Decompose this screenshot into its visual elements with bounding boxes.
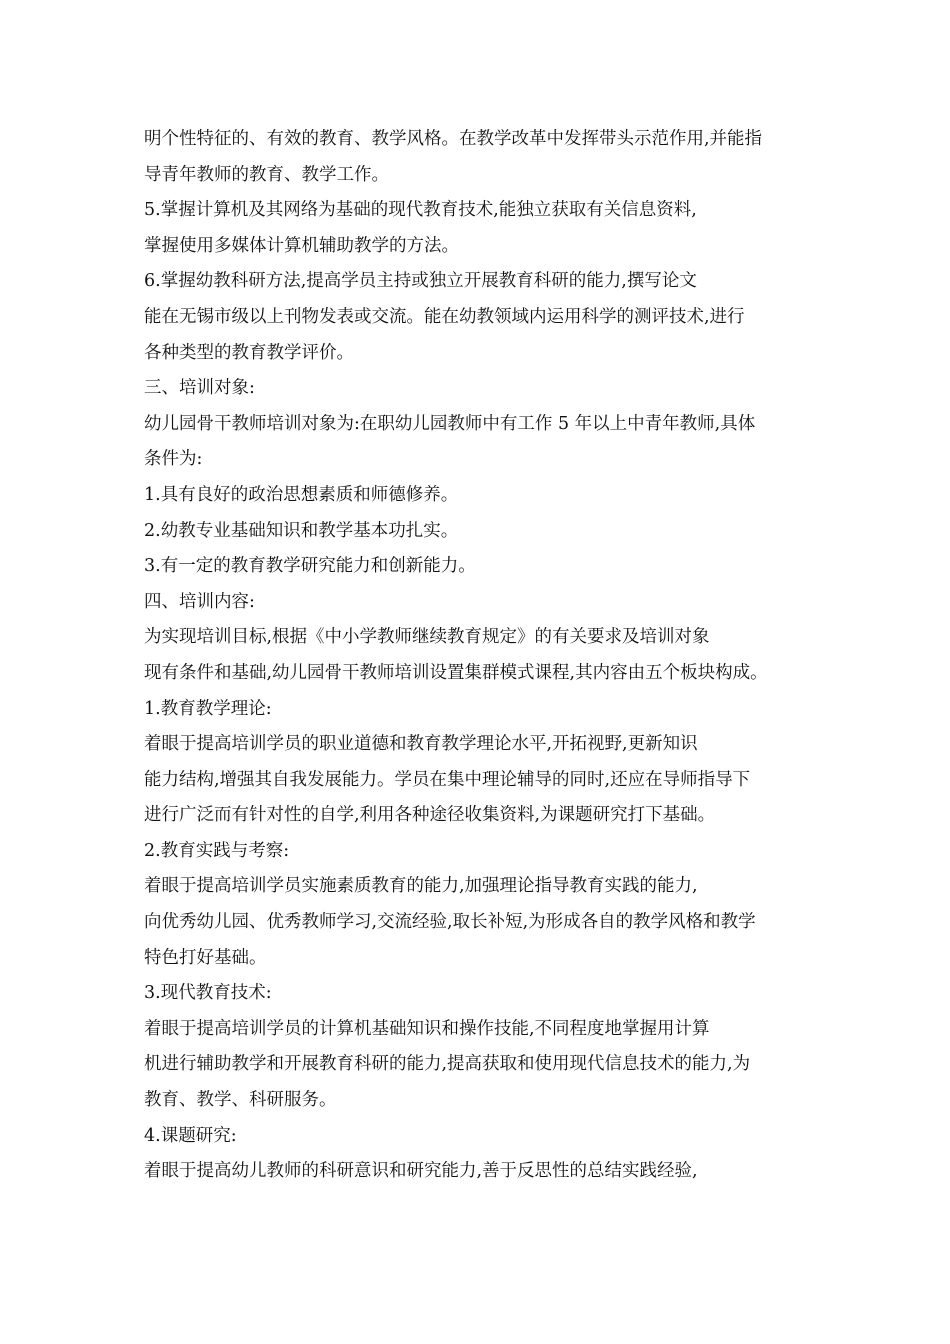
subsection-heading: 2.教育实践与考察: (144, 840, 290, 861)
text-line: 6.掌握幼教科研方法,提高学员主持或独立开展教育科研的能力,撰写论文 (144, 271, 697, 292)
subsection-heading: 1.教育教学理论: (144, 698, 272, 719)
text-line: 能力结构,增强其自我发展能力。学员在集中理论辅导的同时,还应在导师指导下 (144, 769, 751, 790)
text-line: 为实现培训目标,根据《中小学教师继续教育规定》的有关要求及培训对象 (144, 627, 710, 648)
text-line: 导青年教师的教育、教学工作。 (144, 164, 389, 185)
text-line: 5.掌握计算机及其网络为基础的现代教育技术,能独立获取有关信息资料, (144, 200, 697, 221)
subsection-heading: 4.课题研究: (144, 1125, 237, 1146)
document-body (144, 122, 824, 1190)
subsection-heading: 3.现代教育技术: (144, 983, 272, 1004)
text-line: 特色打好基础。 (144, 947, 267, 968)
list-item: 1.具有良好的政治思想素质和师德修养。 (144, 484, 459, 505)
text-line: 机进行辅助教学和开展教育科研的能力,提高获取和使用现代信息技术的能力,为 (144, 1054, 751, 1075)
list-item: 2.幼教专业基础知识和教学基本功扎实。 (144, 520, 459, 541)
text-line: 着眼于提高培训学员实施素质教育的能力,加强理论指导教育实践的能力, (144, 876, 698, 897)
list-item: 3.有一定的教育教学研究能力和创新能力。 (144, 556, 476, 577)
text-line: 各种类型的教育教学评价。 (144, 342, 354, 363)
text-line: 教育、教学、科研服务。 (144, 1090, 337, 1111)
text-line: 进行广泛而有针对性的自学,利用各种途径收集资料,为课题研究打下基础。 (144, 805, 716, 826)
text-line: 着眼于提高幼儿教师的科研意识和研究能力,善于反思性的总结实践经验, (144, 1161, 698, 1182)
text-line: 能在无锡市级以上刊物发表或交流。能在幼教领域内运用科学的测评技术,进行 (144, 306, 745, 327)
text-line: 向优秀幼儿园、优秀教师学习,交流经验,取长补短,为形成各自的教学风格和教学 (144, 912, 756, 933)
text-line: 明个性特征的、有效的教育、教学风格。在教学改革中发挥带头示范作用,并能指 (144, 129, 763, 149)
text-line: 条件为: (144, 449, 203, 470)
text-line: 现有条件和基础,幼儿园骨干教师培训设置集群模式课程,其内容由五个板块构成。 (144, 662, 768, 683)
text-line: 幼儿园骨干教师培训对象为:在职幼儿园教师中有工作 5 年以上中青年教师,具体 (144, 413, 756, 434)
text-line: 着眼于提高培训学员的计算机基础知识和操作技能,不同程度地掌握用计算 (144, 1018, 710, 1039)
text-line: 掌握使用多媒体计算机辅助教学的方法。 (144, 235, 459, 256)
section-heading: 三、培训对象: (144, 378, 255, 399)
section-heading: 四、培训内容: (144, 591, 255, 612)
text-line: 着眼于提高培训学员的职业道德和教育教学理论水平,开拓视野,更新知识 (144, 734, 698, 755)
